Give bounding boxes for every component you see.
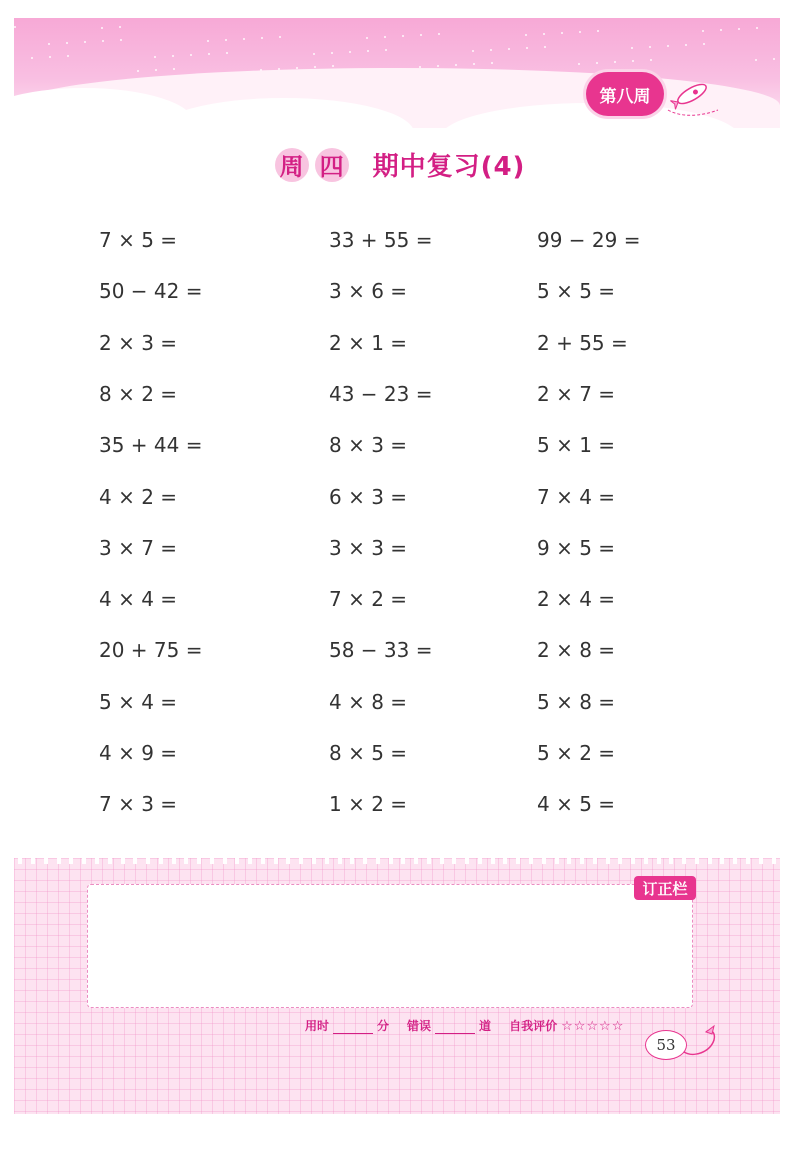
self-eval-label: 自我评价	[509, 1019, 558, 1033]
math-problem: 3 × 7 =	[99, 535, 178, 560]
page-title	[0, 146, 800, 183]
math-problem: 3 × 3 =	[329, 535, 408, 560]
math-problem: 8 × 3 =	[329, 433, 408, 458]
math-problem: 3 × 6 =	[329, 279, 408, 304]
math-problem: 4 × 5 =	[537, 792, 616, 817]
math-problem: 50 − 42 =	[99, 279, 203, 304]
math-problem: 5 × 8 =	[537, 689, 616, 714]
week-badge: 第八周	[586, 72, 664, 116]
time-blank	[333, 1021, 373, 1034]
math-problem: 99 − 29 =	[537, 228, 641, 252]
math-problem: 6 × 3 =	[329, 484, 408, 509]
perforation-edge	[14, 856, 780, 864]
math-problem: 2 × 4 =	[537, 587, 616, 612]
math-problem: 5 × 2 =	[537, 741, 616, 765]
math-problem: 35 + 44 =	[99, 433, 203, 458]
math-problem: 5 × 5 =	[537, 279, 616, 304]
math-problem: 2 × 7 =	[537, 381, 616, 406]
math-problem: 4 × 9 =	[99, 741, 178, 765]
math-problem: 2 × 1 =	[329, 330, 408, 355]
math-problem: 20 + 75 =	[99, 638, 203, 663]
time-label: 用时	[305, 1019, 330, 1033]
math-problem: 8 × 2 =	[99, 381, 178, 406]
footer-record	[305, 1017, 624, 1034]
correction-label: 订正栏	[634, 876, 696, 900]
math-problem: 7 × 3 =	[99, 792, 178, 817]
rocket-icon	[662, 74, 720, 118]
errors-blank	[435, 1021, 475, 1034]
title-text: 期中复习(4)	[372, 152, 526, 182]
math-problem: 33 + 55 =	[329, 228, 433, 252]
count-label: 道	[479, 1019, 492, 1033]
errors-label: 错误	[407, 1019, 432, 1033]
math-problem: 4 × 8 =	[329, 689, 408, 714]
math-problem: 2 + 55 =	[537, 330, 628, 355]
day-char: 四	[315, 148, 349, 182]
math-problem: 5 × 1 =	[537, 433, 616, 458]
rating-stars: ☆☆☆☆☆	[561, 1019, 625, 1034]
minutes-label: 分	[377, 1019, 390, 1033]
math-problem: 8 × 5 =	[329, 741, 408, 765]
day-char: 周	[275, 148, 309, 182]
math-problem: 7 × 2 =	[329, 587, 408, 612]
math-problem: 2 × 8 =	[537, 638, 616, 663]
math-problem: 7 × 5 =	[99, 228, 178, 252]
math-problem: 1 × 2 =	[329, 792, 408, 817]
correction-box	[87, 884, 693, 1008]
math-problem: 5 × 4 =	[99, 689, 178, 714]
math-problem: 4 × 2 =	[99, 484, 178, 509]
math-problem: 58 − 33 =	[329, 638, 433, 663]
page-number: 53	[645, 1030, 687, 1060]
math-problem: 4 × 4 =	[99, 587, 178, 612]
math-problem: 2 × 3 =	[99, 330, 178, 355]
day-label	[275, 148, 349, 182]
math-problem: 7 × 4 =	[537, 484, 616, 509]
math-problem: 9 × 5 =	[537, 535, 616, 560]
math-problem: 43 − 23 =	[329, 381, 433, 406]
